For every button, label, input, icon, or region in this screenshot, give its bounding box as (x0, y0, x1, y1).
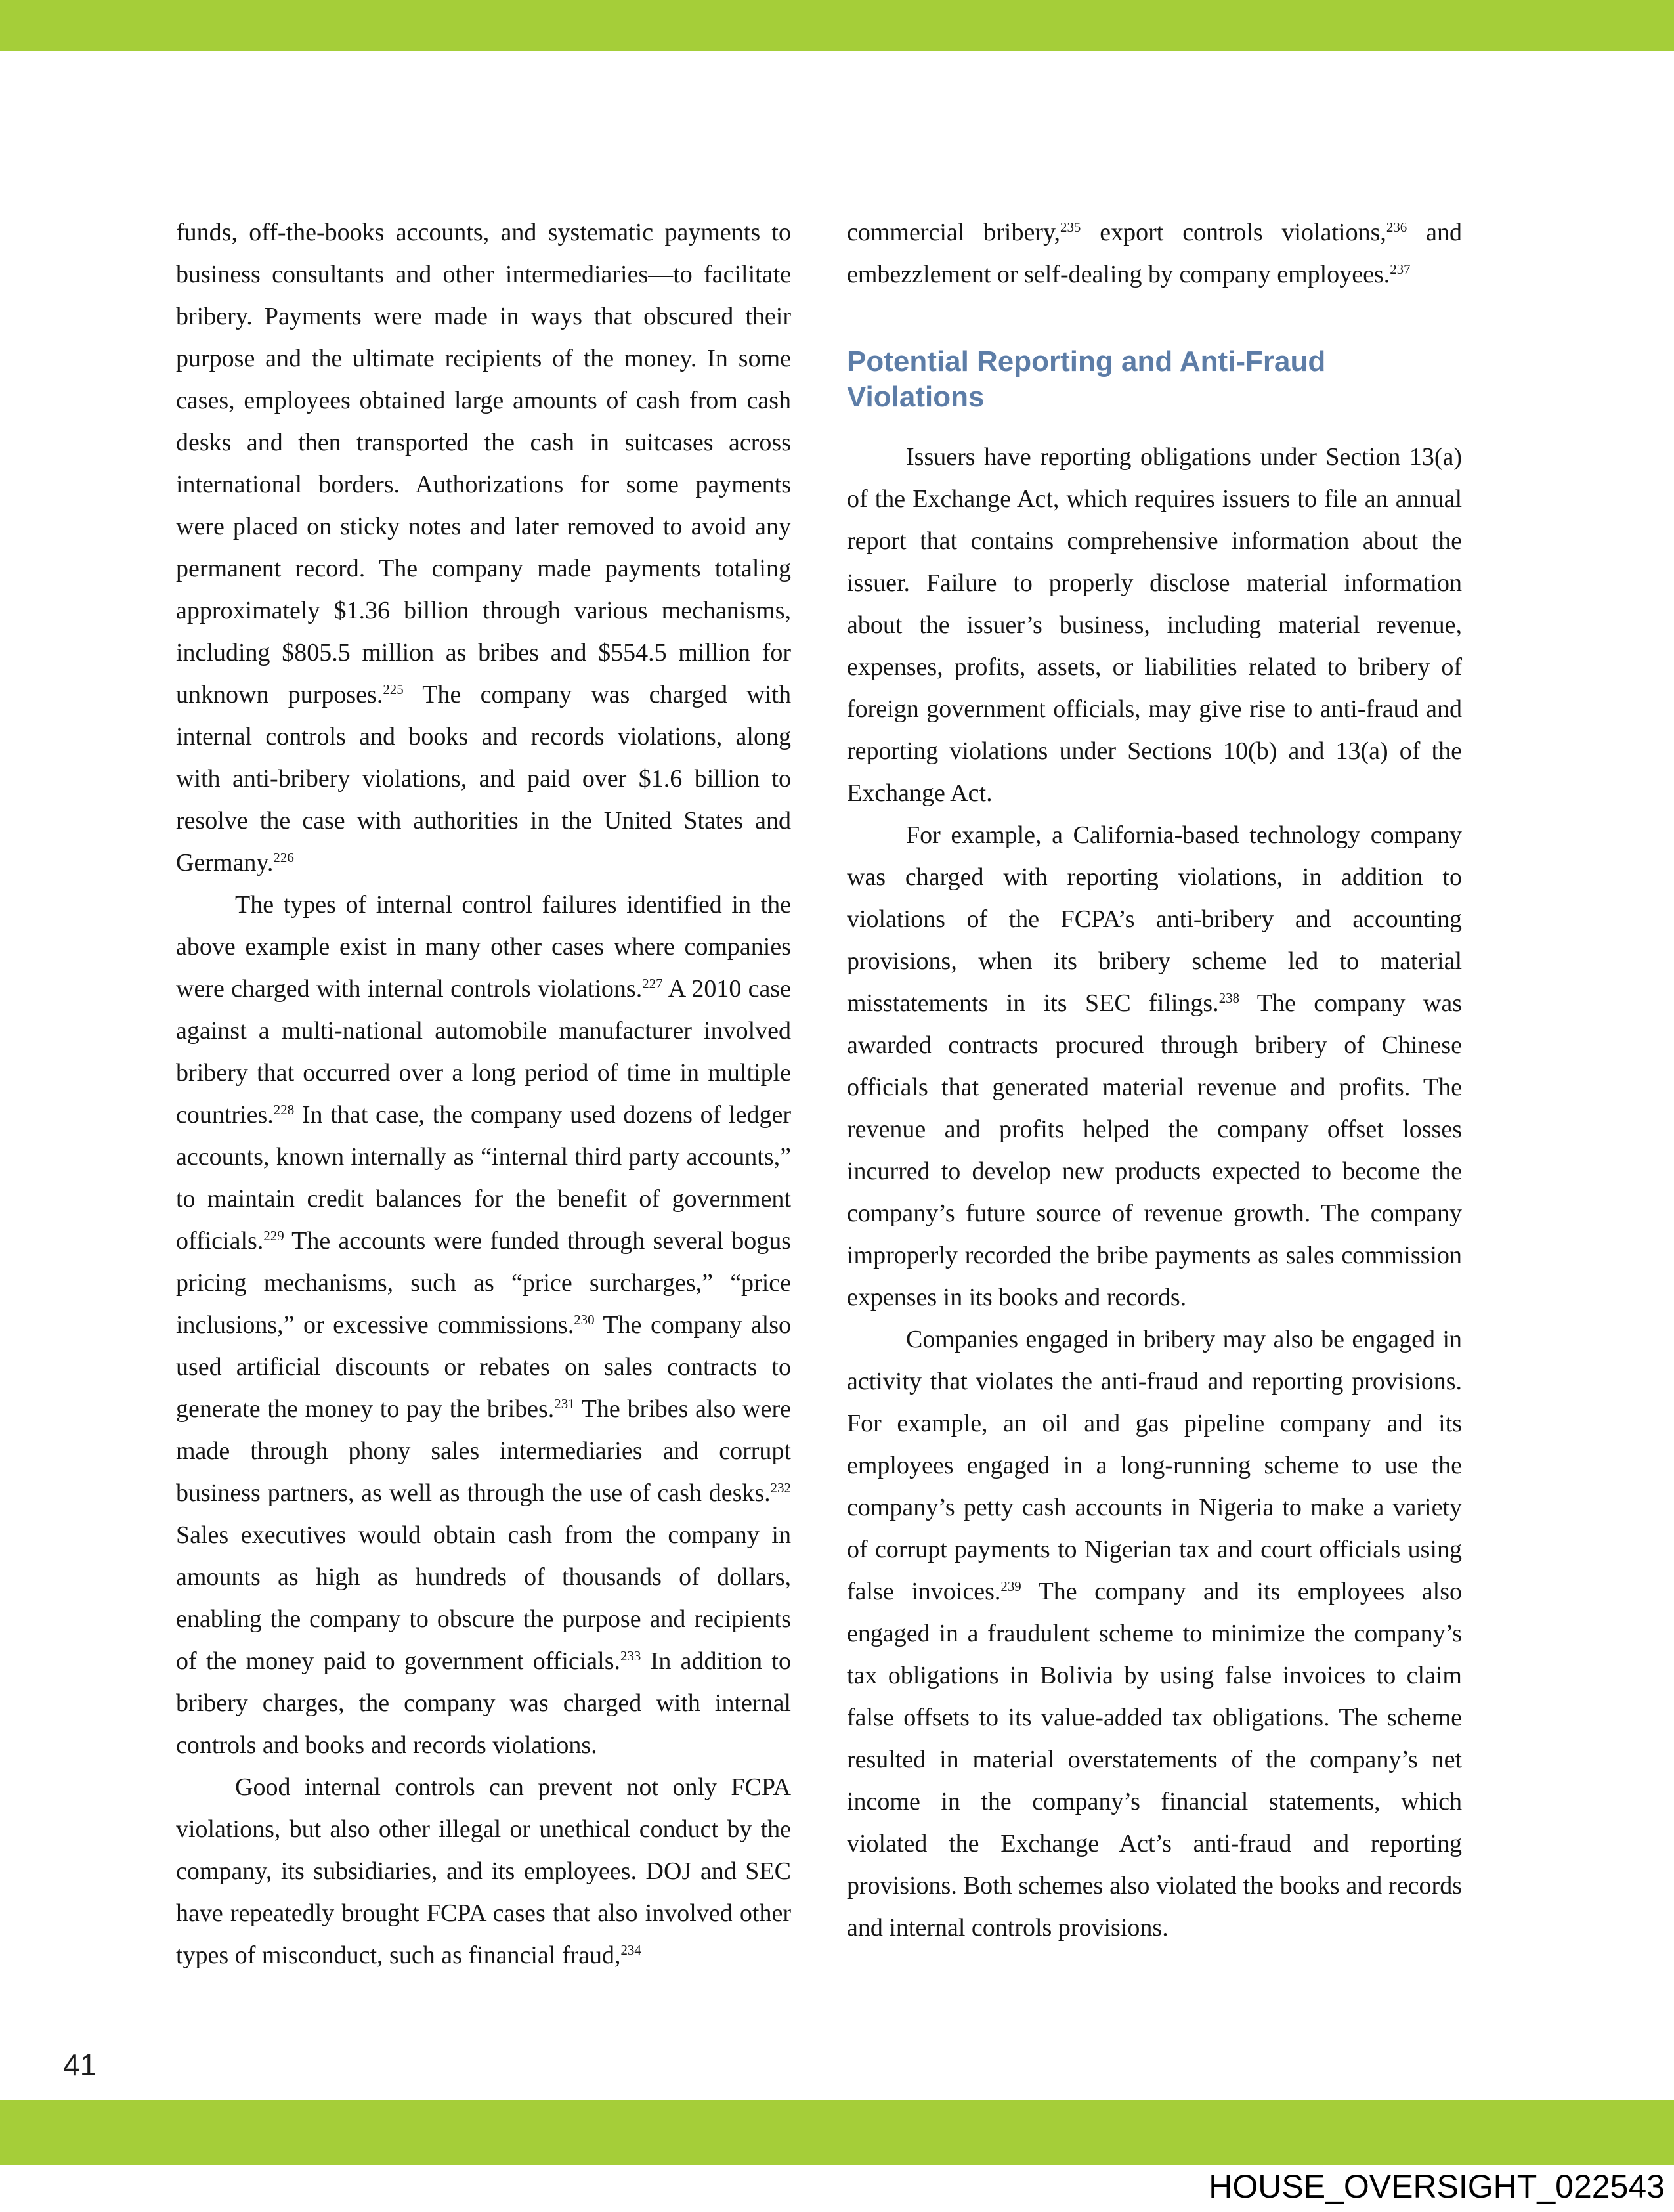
footnote-reference: 225 (383, 682, 404, 698)
left-column (176, 211, 791, 1976)
paragraph: commercial bribery,$^{235}$ export controls violations,$^{236}$ and embezzlement or self-dealing by company employees.$^{237}$ (847, 219, 1462, 288)
paragraph: funds, off-the-books accounts, and systematic payments to business consultants and other intermediaries—to facilitate bribery. Payments were made in ways that obscured their purpose and the ultimate recipients of the money. In some cases, employees obtained large amounts of cash from cash desks and then transported the cash in suitcases across international borders. Authorizations for some payments were placed on sticky notes and later removed to avoid any permanent record. The company made payments totaling approximately $1.36 billion through various mechanisms, including $805.5 million as bribes and $554.5 million for unknown purposes.$^{225}$ The company was charged with internal controls and books and records violations, along with anti-bribery violations, and paid over $1.6 billion to resolve the case with authorities in the United States and Germany.$^{226}$ (176, 219, 791, 877)
footnote-reference: 235 (1060, 219, 1081, 236)
bates-stamp: HOUSE_OVERSIGHT_022543 (1209, 2168, 1665, 2205)
paragraph: Issuers have reporting obligations under Section 13(a) of the Exchange Act, which requires issuers to file an annual report that contains comprehensive information about the issuer. Failure to properly disclose material information about the issuer’s business, including material revenue, expenses, profits, assets, or liabilities related to bribery of foreign government officials, may give rise to anti-fraud and reporting violations under Sections 10(b) and 13(a) of the Exchange Act. (847, 443, 1462, 807)
body-columns (176, 211, 1462, 1976)
top-accent-bar (0, 0, 1674, 51)
paragraph: For example, a California-based technology company was charged with reporting violations, in addition to violations of the FCPA’s anti-bribery and accounting provisions, when its bribery scheme led to material misstatements in its SEC filings.$^{238}$ The company was awarded contracts procured through bribery of Chinese officials that generated material revenue and profits. The revenue and profits helped the company offset losses incurred to develop new products expected to become the company’s future source of revenue growth. The company improperly recorded the bribe payments as sales commission expenses in its books and records. (847, 821, 1463, 1311)
footnote-reference: 230 (574, 1312, 595, 1328)
right-column (847, 211, 1462, 1976)
footnote-reference: 229 (263, 1228, 284, 1244)
footnote-reference: 226 (273, 850, 294, 866)
paragraph: The types of internal control failures identified in the above example exist in many other cases where companies were charged with internal controls violations.$^{227}$ A 2010 case against a multi-national automobile manufacturer involved bribery that occurred over a long period of time in multiple countries.$^{228}$ In that case, the company used dozens of ledger accounts, known internally as “internal third party accounts,” to maintain credit balances for the benefit of government officials.$^{229}$ The accounts were funded through several bogus pricing mechanisms, such as “price surcharges,” “price inclusions,” or excessive commissions.$^{230}$ The company also used artificial discounts or rebates on sales contracts to generate the money to pay the bribes.$^{231}$ The bribes also were made through phony sales intermediaries and corrupt business partners, as well as through the use of cash desks.$^{232}$ Sales executives would obtain cash from the company in amounts as high as hundreds of thousands of dollars, enabling the company to obscure the purpose and recipients of the money paid to government officials.$^{233}$ In addition to bribery charges, the company was charged with internal controls and books and records violations. (176, 891, 792, 1759)
footnote-reference: 236 (1386, 219, 1407, 236)
section-heading: Potential Reporting and Anti-Fraud Violations (847, 345, 1326, 413)
paragraph: Good internal controls can prevent not only FCPA violations, but also other illegal or unethical conduct by the company, its subsidiaries, and its employees. DOJ and SEC have repeatedly brought FCPA cases that also involved other types of misconduct, such as financial fraud,$^{234}$ (176, 1773, 791, 1969)
footnote-reference: 227 (642, 976, 663, 992)
footnote-reference: 239 (1000, 1578, 1021, 1595)
footnote-reference: 237 (1390, 261, 1411, 278)
footnote-reference: 228 (273, 1102, 295, 1118)
right-column-top (847, 211, 1462, 295)
paragraph: Companies engaged in bribery may also be engaged in activity that violates the anti-fraud and reporting provisions. For example, an oil and gas pipeline company and its employees engaged in a long-running scheme to use the company’s petty cash accounts in Nigeria to make a variety of corrupt payments to Nigerian tax and court officials using false invoices.$^{239}$ The company and its employees also engaged in a fraudulent scheme to minimize the company’s tax obligations in Bolivia by using false invoices to claim false offsets to its value-added tax obligations. The scheme resulted in material overstatements of the company’s net income in the company’s financial statements, which violated the Exchange Act’s anti-fraud and reporting provisions. Both schemes also violated the books and records and internal controls provisions. (847, 1326, 1462, 1941)
footnote-reference: 234 (620, 1942, 641, 1959)
footnote-reference: 232 (770, 1480, 791, 1496)
page-number: 41 (63, 2048, 97, 2082)
footnote-reference: 233 (620, 1648, 641, 1664)
bottom-accent-bar (0, 2100, 1674, 2165)
footnote-reference: 231 (554, 1396, 575, 1412)
right-column-bottom (847, 436, 1462, 1949)
footnote-reference: 238 (1218, 990, 1240, 1007)
